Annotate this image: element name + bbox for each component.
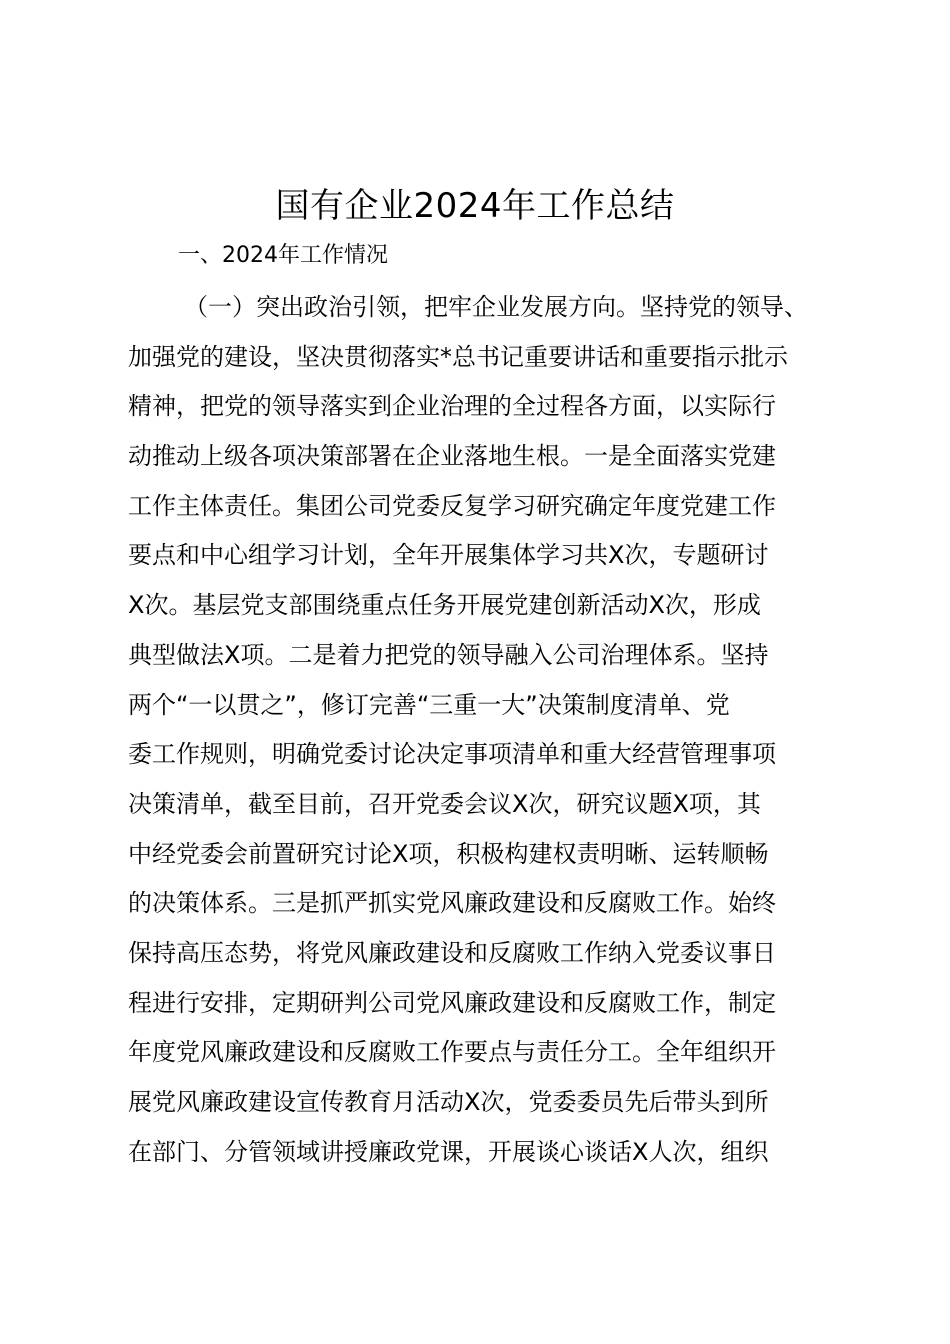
paragraph-line: 动推动上级各项决策部署在企业落地生根。一是全面落实党建 (128, 442, 776, 471)
paragraph-line: 的决策体系。三是抓严抓实党风廉政建设和反腐败工作。始终 (128, 889, 776, 918)
paragraph-line: 程进行安排，定期研判公司党风廉政建设和反腐败工作，制定 (128, 988, 776, 1017)
paragraph-line: 要点和中心组学习计划，全年开展集体学习共X次，专题研讨 (128, 541, 769, 570)
paragraph-line: 加强党的建设，坚决贯彻落实*总书记重要讲话和重要指示批示 (128, 342, 788, 371)
paragraph-line: 决策清单，截至目前，召开党委会议X次，研究议题X项，其 (128, 789, 761, 818)
paragraph-line: X次。基层党支部围绕重点任务开展党建创新活动X次，形成 (128, 591, 761, 620)
paragraph-line: 年度党风廉政建设和反腐败工作要点与责任分工。全年组织开 (128, 1038, 776, 1067)
document-title: 国有企业2024年工作总结 (275, 186, 675, 226)
section-heading: 一、2024年工作情况 (178, 243, 388, 268)
paragraph-line: 工作主体责任。集团公司党委反复学习研究确定年度党建工作 (128, 491, 776, 520)
paragraph-line: 在部门、分管领域讲授廉政党课，开展谈心谈话X人次，组织 (128, 1137, 769, 1166)
paragraph-line: 展党风廉政建设宣传教育月活动X次，党委委员先后带头到所 (128, 1088, 769, 1116)
paragraph-line: 典型做法X项。二是着力把党的领导融入公司治理体系。坚持 (128, 640, 769, 669)
paragraph-line: 精神，把党的领导落实到企业治理的全过程各方面，以实际行 (128, 392, 776, 421)
paragraph-line: 中经党委会前置研究讨论X项，积极构建权责明晰、运转顺畅 (128, 839, 769, 868)
paragraph-line: （一）突出政治引领，把牢企业发展方向。坚持党的领导、 (184, 293, 808, 321)
paragraph-line: 委工作规则，明确党委讨论决定事项清单和重大经营管理事项 (128, 740, 776, 769)
paragraph-line: 保持高压态势，将党风廉政建设和反腐败工作纳入党委议事日 (128, 938, 776, 967)
body-paragraph (128, 283, 860, 1177)
paragraph-line: 两个“一以贯之”，修订完善“三重一大”决策制度清单、党 (128, 690, 730, 719)
